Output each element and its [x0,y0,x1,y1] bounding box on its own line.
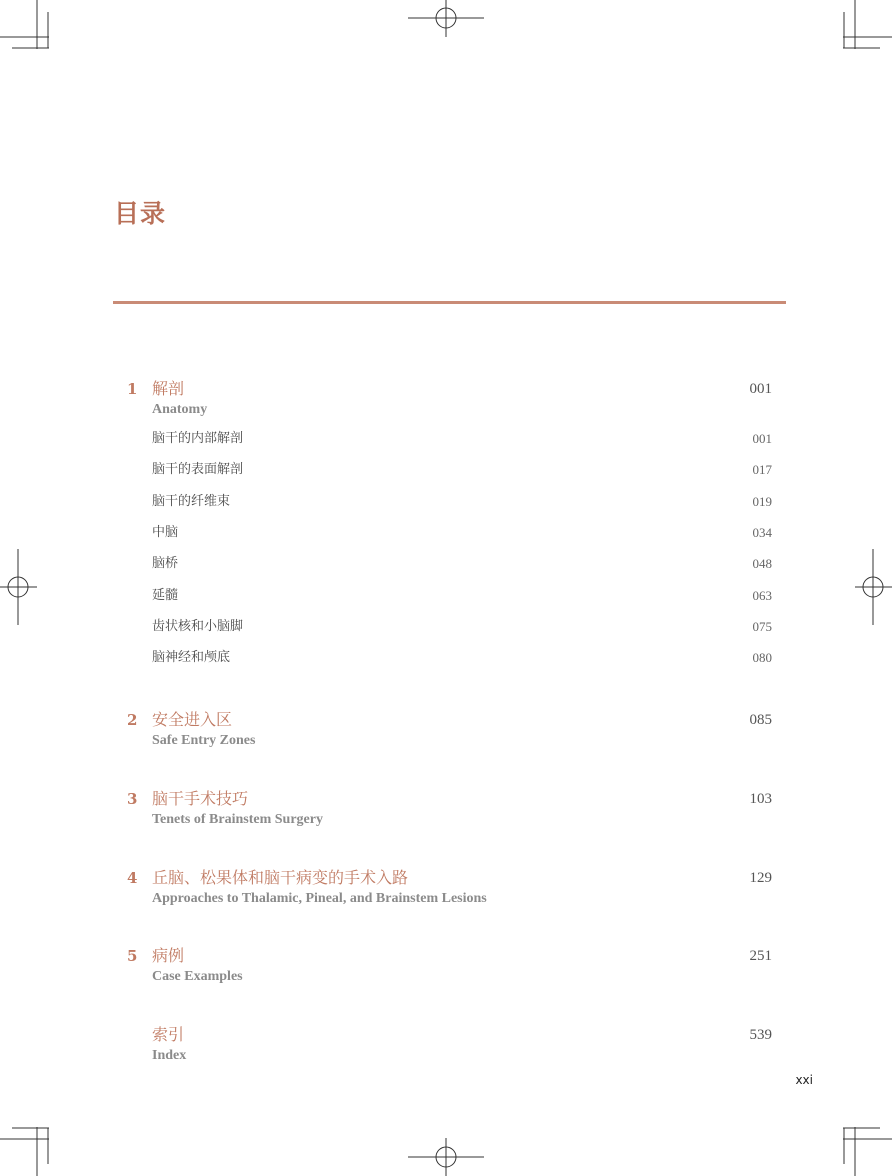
chapter-number: 3 [127,790,138,808]
chapter-subtitle: Approaches to Thalamic, Pineal, and Brainstem Lesions [152,891,487,906]
section-title[interactable]: 脑干的内部解剖 [152,431,244,446]
section-title[interactable]: 脑桥 [152,556,179,571]
chapter-title[interactable]: 脑干手术技巧 [152,789,249,808]
chapter-subtitle: Safe Entry Zones [152,733,256,748]
chapter-page-number: 103 [749,791,772,807]
section-title[interactable]: 脑神经和颅底 [152,650,231,665]
section-page-number: 075 [752,619,772,634]
chapter-page-number: 001 [749,381,772,397]
section-page-number: 017 [752,462,772,477]
index-page-number: 539 [749,1027,772,1043]
section-page-number: 048 [752,556,772,571]
section-title[interactable]: 脑干的纤维束 [152,494,231,509]
section-page-number: 019 [752,494,772,509]
chapter-number: 5 [127,947,138,965]
section-page-number: 063 [752,588,772,603]
chapter-subtitle: Anatomy [152,402,208,417]
chapter-title[interactable]: 病例 [152,946,185,965]
chapter-title[interactable]: 安全进入区 [152,710,233,729]
section-title[interactable]: 齿状核和小脑脚 [152,619,244,634]
index-title[interactable]: 索引 [152,1025,185,1044]
chapter-number: 1 [127,380,138,398]
chapter-title[interactable]: 丘脑、松果体和脑干病变的手术入路 [152,868,409,887]
page-folio: xxi [795,1073,813,1087]
chapter-subtitle: Case Examples [152,969,243,984]
chapter-number: 2 [127,711,138,729]
chapter-page-number: 129 [749,870,772,886]
section-title[interactable]: 中脑 [152,525,179,540]
section-title[interactable]: 延髓 [152,588,179,603]
index-subtitle: Index [152,1048,187,1063]
section-title[interactable]: 脑干的表面解剖 [152,462,244,477]
chapter-number: 4 [127,869,138,887]
chapter-page-number: 251 [749,948,772,964]
section-page-number: 034 [752,525,772,540]
section-page-number: 080 [752,650,772,665]
chapter-title[interactable]: 解剖 [152,379,185,398]
chapter-subtitle: Tenets of Brainstem Surgery [152,812,323,827]
section-page-number: 001 [752,431,772,446]
chapter-page-number: 085 [749,712,772,728]
page-title: 目录 [114,199,167,228]
